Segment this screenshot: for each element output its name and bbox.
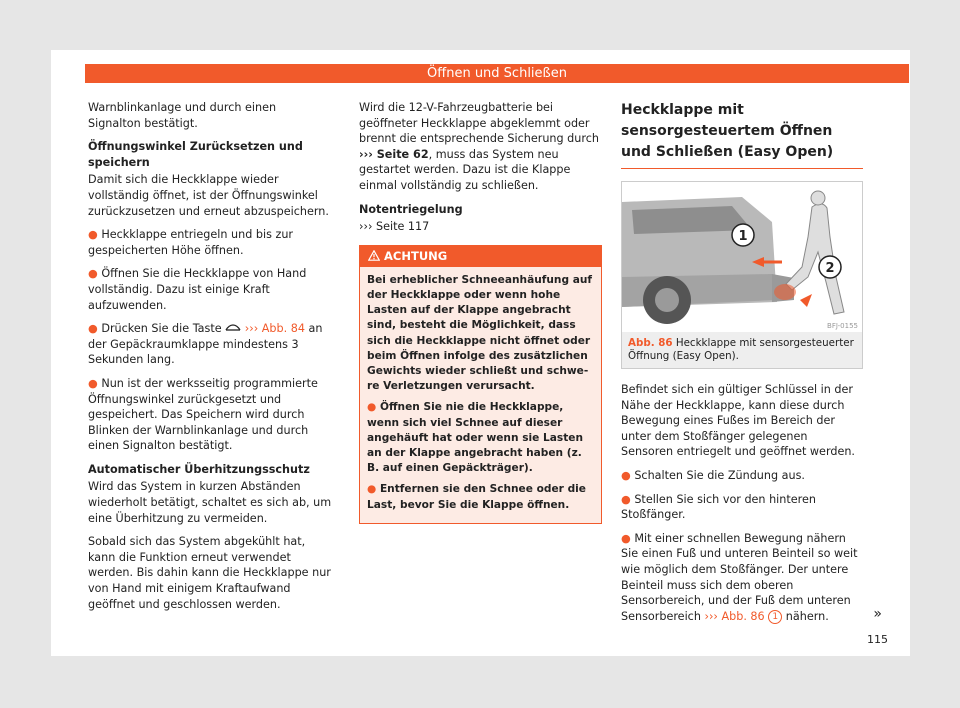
bullet-text: Stellen Sie sich vor den hinteren Stoßfänger. (621, 492, 816, 522)
warning-title: ACHTUNG (384, 248, 448, 263)
page-link[interactable]: ››› Seite 62 (359, 147, 429, 161)
bullet-icon: ● (621, 468, 635, 482)
figure-marker-2: 2 (825, 261, 835, 276)
section-header: Öffnen und Schließen (85, 64, 909, 83)
figure-label: Abb. 86 (628, 337, 673, 349)
figure-caption-text: Heckklappe mit sensorgesteuerter Öffnung (Easy Open). (628, 337, 854, 362)
paragraph: Sobald sich das System abgekühlt hat, kann die Funktion erneut verwendet werden. Bis dahin kann die Heckklappe nur von Hand mit einigem Kraftaufwand geöffnet und geschlossen werden. (88, 535, 331, 611)
bullet-icon: ● (621, 531, 635, 545)
warning-header (360, 246, 601, 267)
bullet-text: Entfernen sie den Schnee oder die Last, bevor Sie die Klappe öffnen. (367, 483, 586, 511)
bullet-text: Schalten Sie die Zündung aus. (634, 468, 805, 482)
bullet-item (88, 376, 332, 454)
figure-link[interactable]: ››› Abb. 86 (704, 609, 765, 623)
subheading: Öffnungswinkel Zurücksetzen und speichern (88, 140, 303, 169)
paragraph-text: Wird die 12-V-Fahrzeugbatterie bei geöffneter Heckklappe abgeklemmt oder brennt die entsprechende Sicherung durch (359, 101, 599, 146)
warning-box (359, 245, 602, 524)
warning-body (360, 267, 601, 523)
paragraph-text: , muss das System neu gestartet werden. Dazu ist die Klappe einmal vollständig zu schließen. (359, 147, 571, 192)
bullet-item (621, 492, 863, 523)
bullet-text: an der Gepäckraumklappe mindestens 3 Sekunden lang. (88, 322, 323, 367)
bullet-item (88, 227, 332, 258)
column-right (621, 100, 863, 632)
column-left (88, 100, 332, 620)
bullet-icon: ● (621, 492, 635, 506)
bullet-text: Öffnen Sie nie die Heckklappe, wenn sich viel Schnee auf dieser angehäuft hat oder wenn sie Lasten an der Klappe angebracht haben (z. B. auf einen Gepäckträger). (367, 401, 584, 475)
warning-text: Bei erheblicher Schneeanhäufung auf der Heckklappe oder wenn hohe Lasten auf der Klappe angebracht sind, besteht die Möglichkeit, dass sich die Heckklappe nicht öffnet oder beim Öffnen infolge des zusätzlichen Gewichts wieder schließt und schwere Verletzungen verursacht. (367, 273, 593, 393)
figure (621, 181, 863, 369)
bullet-icon: ● (88, 322, 102, 336)
bullet-icon: ● (88, 228, 102, 242)
bullet-icon: ● (367, 401, 380, 414)
paragraph: Befindet sich ein gültiger Schlüssel in der Nähe der Heckklappe, kann diese durch Bewegung eines Fußes im Bereich der unter dem Stoßfänger gelegenen Sensoren entriegelt und geöffnet werden. (621, 383, 855, 459)
warning-bullet (367, 482, 594, 512)
figure-link[interactable]: ››› Abb. 84 (244, 322, 305, 336)
bullet-text: Nun ist der werksseitig programmierte Öffnungswinkel zurückgesetzt und gespeichert. Das Speichern wird durch Blinken der Warnblinkanlage und durch einen Signalton bestätigt. (88, 376, 318, 453)
bullet-item (621, 468, 863, 484)
bullet-text: Mit einer schnellen Bewegung nähern Sie einen Fuß und unteren Beinteil so weit wie möglich dem Stoßfänger. Der untere Beinteil muss sich dem oberen Sensorbereich, und der Fuß dem unteren Sensorbereich (621, 531, 858, 623)
car-tailgate-illustration (622, 182, 862, 332)
bullet-item (621, 531, 863, 625)
paragraph: Damit sich die Heckklappe wieder vollständig öffnet, ist der Öffnungswinkel zurückzusetzen und erneut abzuspeichern. (88, 173, 329, 218)
warning-bullet (367, 400, 594, 476)
paragraph (359, 100, 602, 194)
figure-marker-1: 1 (738, 229, 748, 244)
section-title: Heckklappe mit sensorgesteuertem Öffnen und Schließen (Easy Open) (621, 100, 863, 169)
bullet-icon: ● (88, 267, 102, 281)
figure-code: BFJ-0155 (827, 322, 858, 330)
bullet-text: Drücken Sie die Taste (101, 322, 222, 336)
paragraph: Wird das System in kurzen Abständen wiederholt betätigt, schaltet es sich ab, um eine Überhitzung zu vermeiden. (88, 480, 332, 525)
manual-page (51, 50, 910, 656)
warning-icon (368, 249, 380, 263)
figure-number-marker: 1 (768, 610, 782, 624)
page-reference[interactable]: ››› Seite 117 (359, 220, 430, 234)
paragraph: Warnblinkanlage und durch einen Signalton bestätigt. (88, 101, 277, 130)
subheading: Notentriegelung (359, 202, 463, 216)
figure-caption (622, 332, 862, 368)
bullet-text: Öffnen Sie die Heckklappe von Hand vollständig. Dazu ist einige Kraft aufzuwenden. (88, 267, 307, 312)
page-number: 115 (867, 633, 888, 646)
key-icon (225, 322, 241, 335)
continue-marker: » (873, 606, 882, 622)
subheading: Automatischer Überhitzungsschutz (88, 462, 310, 476)
bullet-text: nähern. (785, 609, 829, 623)
bullet-icon: ● (88, 376, 102, 390)
column-middle (359, 100, 602, 524)
bullet-icon: ● (367, 483, 380, 496)
bullet-item (88, 266, 332, 313)
bullet-text: Heckklappe entriegeln und bis zur gespeicherten Höhe öffnen. (88, 228, 294, 257)
bullet-item (88, 321, 332, 368)
